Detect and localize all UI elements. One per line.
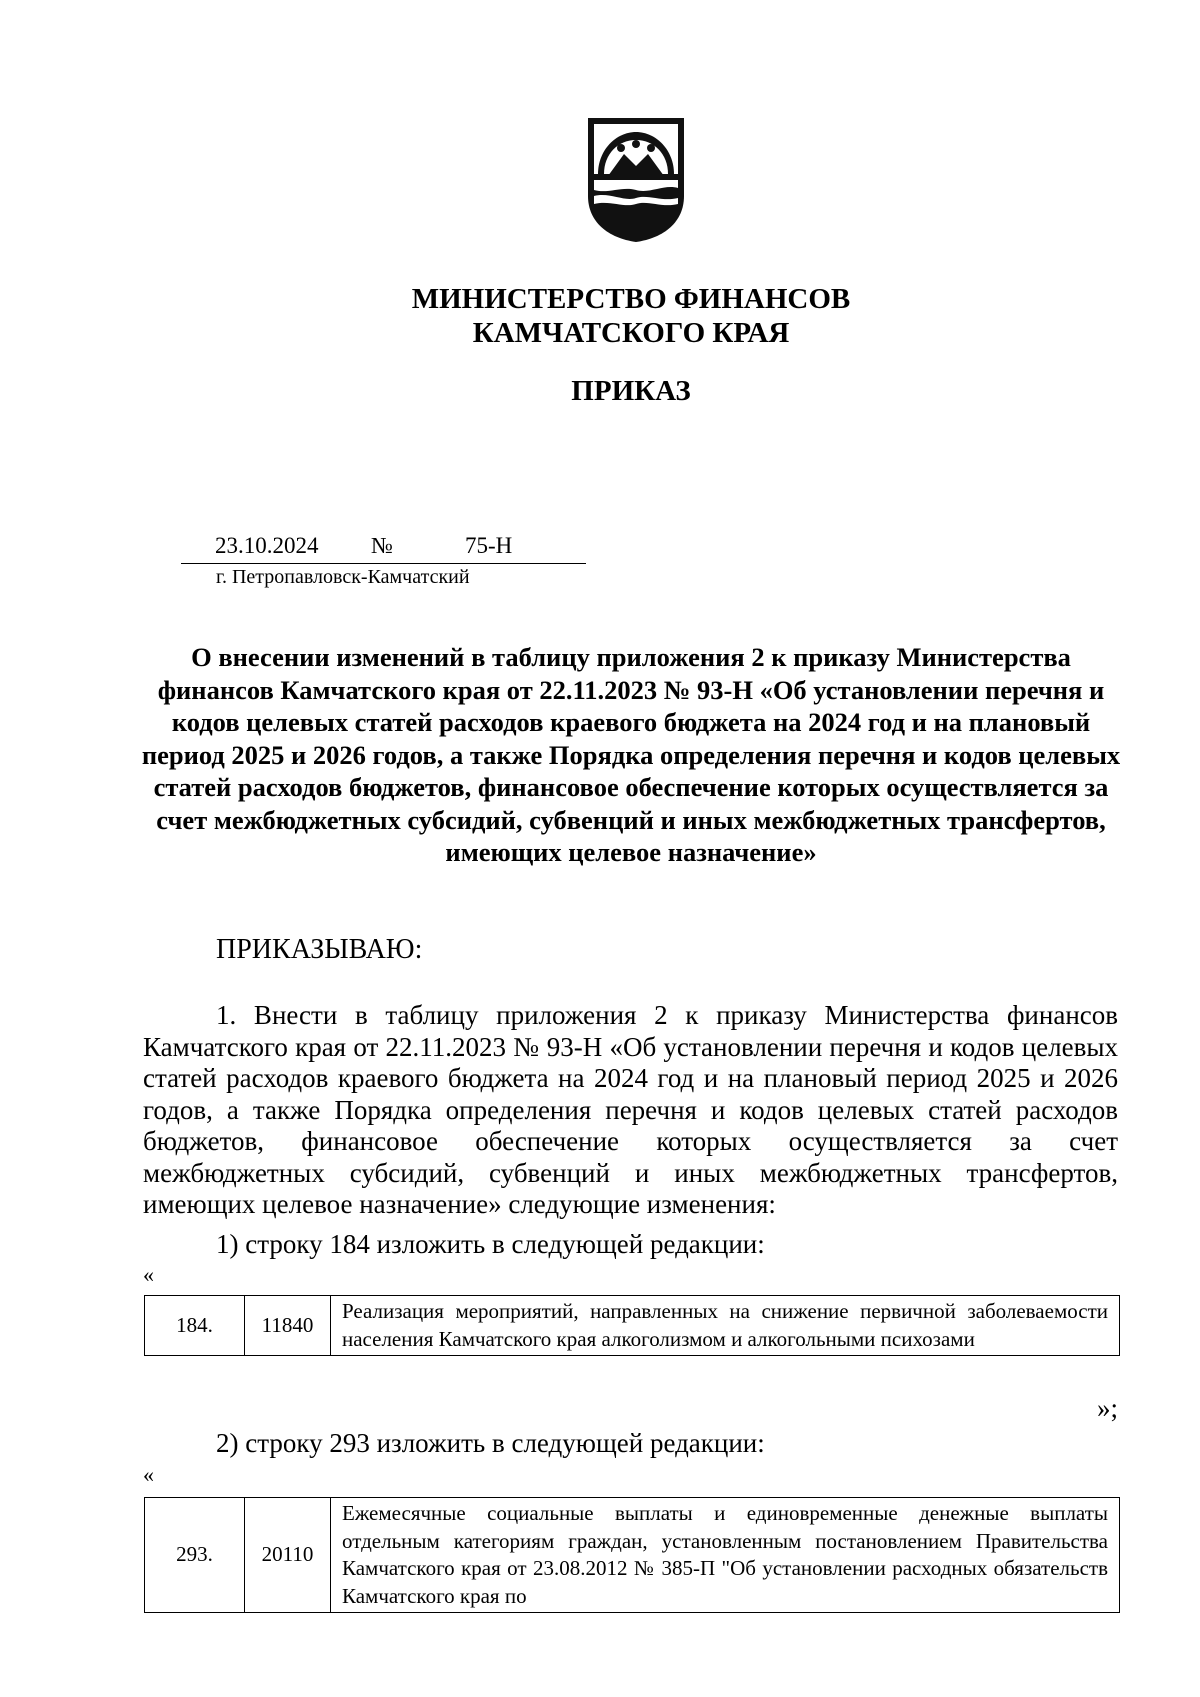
ministry-title: [0, 282, 1200, 350]
row-description: Реализация мероприятий, направленных на снижение первичной заболеваемости населения Камчатского края алкоголизмом и алкогольными психозами: [331, 1296, 1120, 1356]
row-number: 184.: [145, 1296, 245, 1356]
number-sign: №: [371, 533, 393, 558]
item-1: 1) строку 184 изложить в следующей редакции:: [216, 1229, 765, 1259]
document-subject: О внесении изменений в таблицу приложения 2 к приказу Министерства финансов Камчатского края от 22.11.2023 № 93-Н «Об установлении перечня и кодов целевых статей расходов краевого бюджета на 2024 год и на плановый период 2025 и 2026 годов, а также Порядка определения перечня и кодов целевых статей расходов бюджетов, финансовое обеспечение которых осуществляется за счет межбюджетных субсидий, субвенций и иных межбюджетных трансфертов, имеющих целевое назначение»: [141, 642, 1121, 867]
row-description: Ежемесячные социальные выплаты и единовременные денежные выплаты отдельным категориям граждан, установленным постановлением Правительства Камчатского края от 23.08.2012 № 385-П "Об установлении расходных обязательств Камчатского края по: [331, 1498, 1120, 1613]
quote-open-2: «: [143, 1462, 154, 1487]
paragraph-1: 1. Внести в таблицу приложения 2 к приказу Министерства финансов Камчатского края от 22.11.2023 № 93-Н «Об установлении перечня и кодов целевых статей расходов краевого бюджета на 2024 год и на плановый период 2025 и 2026 годов, а также Порядка определения перечня и кодов целевых статей расходов бюджетов, финансовое обеспечение которых осуществляется за счет межбюджетных субсидий, субвенций и иных межбюджетных трансфертов, имеющих целевое назначение» следующие изменения:: [143, 1000, 1118, 1219]
codes-table-293: [144, 1497, 1120, 1613]
codes-table-184: [144, 1295, 1120, 1356]
item-2: 2) строку 293 изложить в следующей редакции:: [216, 1428, 765, 1458]
quote-open-1: «: [143, 1262, 154, 1287]
row-code: 11840: [245, 1296, 331, 1356]
coat-of-arms-icon: [584, 114, 688, 244]
document-date: 23.10.2024: [215, 533, 319, 558]
document-city: г. Петропавловск-Камчатский: [216, 566, 470, 588]
table-row: [145, 1296, 1120, 1356]
ministry-line-1: МИНИСТЕРСТВО ФИНАНСОВ: [411, 283, 851, 315]
date-number-line: [181, 533, 586, 564]
order-verb: ПРИКАЗЫВАЮ:: [216, 934, 423, 965]
ministry-line-2: КАМЧАТСКОГО КРАЯ: [472, 317, 790, 349]
table-row: [145, 1498, 1120, 1613]
quote-close-1: »;: [1096, 1393, 1118, 1423]
document-number: 75-Н: [465, 533, 513, 558]
row-number: 293.: [145, 1498, 245, 1613]
document-type: ПРИКАЗ: [571, 375, 691, 407]
row-code: 20110: [245, 1498, 331, 1613]
